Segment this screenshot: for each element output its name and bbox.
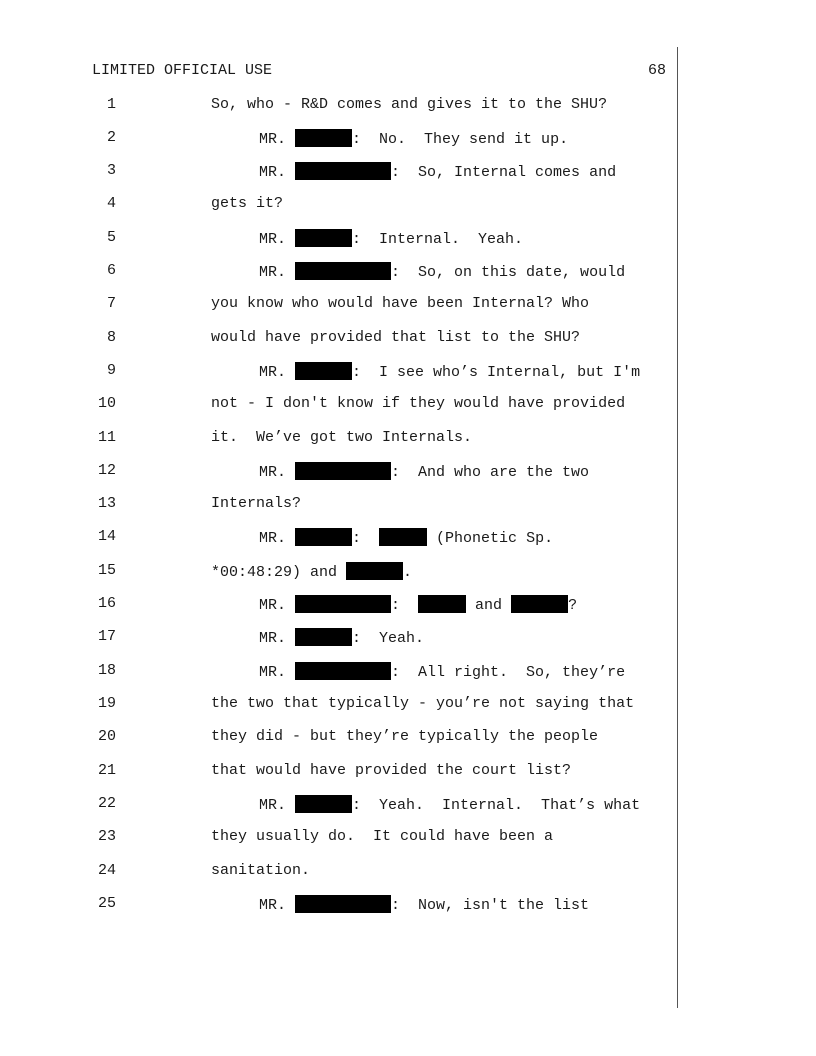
speaker-title: MR. (259, 464, 287, 481)
line-number: 4 (106, 195, 116, 212)
line-text-segment: : I see who’s Internal, but I'm (352, 364, 641, 381)
transcript-line (211, 362, 640, 381)
redaction-box (295, 895, 391, 913)
redaction-box (295, 595, 391, 613)
redaction-box (295, 162, 391, 180)
line-text-segment: : So, Internal comes and (391, 164, 617, 181)
redaction-box (295, 528, 352, 546)
speaker-title: MR. (259, 630, 287, 647)
line-text-segment: So, who - R&D comes and gives it to the SHU? (211, 96, 608, 113)
transcript-line (211, 329, 580, 346)
line-number: 16 (97, 595, 116, 612)
speaker-title: MR. (259, 530, 287, 547)
transcript-line (211, 295, 589, 312)
transcript-line (211, 429, 472, 446)
line-text-segment: : (352, 530, 380, 547)
transcript-line (211, 695, 634, 712)
line-number: 14 (97, 528, 116, 545)
transcript-line (211, 395, 625, 412)
line-number: 11 (97, 429, 116, 446)
transcript-line (211, 595, 577, 614)
line-number: 1 (106, 96, 116, 113)
line-number: 24 (97, 862, 116, 879)
line-text-segment: and (466, 597, 512, 614)
line-text-segment: would have provided that list to the SHU? (211, 329, 581, 346)
transcript-line (211, 162, 616, 181)
line-text-segment: the two that typically - you’re not saying that (211, 695, 635, 712)
line-text-segment: they did - but they’re typically the people (211, 728, 599, 745)
line-number: 22 (97, 795, 116, 812)
transcript-line (211, 528, 553, 547)
line-text-segment: : And who are the two (391, 464, 590, 481)
line-number: 15 (97, 562, 116, 579)
redaction-box (346, 562, 403, 580)
line-number: 13 (97, 495, 116, 512)
line-number: 7 (106, 295, 116, 312)
transcript-line (211, 262, 625, 281)
line-text-segment: you know who would have been Internal? Who (211, 295, 590, 312)
line-number: 17 (97, 628, 116, 645)
line-number: 21 (97, 762, 116, 779)
redaction-box (295, 229, 352, 247)
transcript-line (211, 229, 523, 248)
line-number: 5 (106, 229, 116, 246)
transcript-line (211, 662, 625, 681)
line-number: 19 (97, 695, 116, 712)
line-number: 20 (97, 728, 116, 745)
right-margin-rule (677, 47, 678, 1008)
transcript-line (211, 96, 607, 113)
line-text-segment: . (403, 564, 413, 581)
line-text-segment: : Now, isn't the list (391, 897, 590, 914)
line-text-segment: *00:48:29) and (211, 564, 347, 581)
redaction-box (418, 595, 466, 613)
redaction-box (511, 595, 568, 613)
transcript-line (211, 462, 589, 481)
speaker-title: MR. (259, 231, 287, 248)
transcript-line (211, 895, 589, 914)
redaction-box (295, 362, 352, 380)
line-text-segment: : Yeah. Internal. That’s what (352, 797, 641, 814)
line-number: 10 (97, 395, 116, 412)
line-number: 9 (106, 362, 116, 379)
line-text-segment: that would have provided the court list? (211, 762, 572, 779)
transcript-line (211, 862, 310, 879)
line-number: 12 (97, 462, 116, 479)
line-text-segment: Internals? (211, 495, 302, 512)
redaction-box (295, 628, 352, 646)
speaker-title: MR. (259, 131, 287, 148)
transcript-line (211, 495, 301, 512)
redaction-box (295, 662, 391, 680)
transcript-line (211, 129, 568, 148)
speaker-title: MR. (259, 897, 287, 914)
transcript-line (211, 795, 640, 814)
redaction-box (295, 462, 391, 480)
line-text-segment: : (391, 597, 419, 614)
classification-header: LIMITED OFFICIAL USE (92, 62, 273, 79)
line-text-segment: : Internal. Yeah. (352, 231, 524, 248)
line-text-segment: : So, on this date, would (391, 264, 626, 281)
line-text-segment: : No. They send it up. (352, 131, 569, 148)
speaker-title: MR. (259, 164, 287, 181)
transcript-line (211, 762, 571, 779)
line-text-segment: it. We’ve got two Internals. (211, 429, 473, 446)
speaker-title: MR. (259, 797, 287, 814)
line-text-segment: they usually do. It could have been a (211, 828, 554, 845)
speaker-title: MR. (259, 664, 287, 681)
redaction-box (295, 129, 352, 147)
line-text-segment: not - I don't know if they would have provided (211, 395, 626, 412)
line-number: 8 (106, 329, 116, 346)
line-number: 23 (97, 828, 116, 845)
line-text-segment: : All right. So, they’re (391, 664, 626, 681)
redaction-box (379, 528, 427, 546)
line-number: 18 (97, 662, 116, 679)
line-number: 6 (106, 262, 116, 279)
transcript-line (211, 828, 553, 845)
line-text-segment: gets it? (211, 195, 284, 212)
line-text-segment: (Phonetic Sp. (427, 530, 554, 547)
page-number: 68 (647, 62, 666, 79)
transcript-line (211, 628, 424, 647)
line-text-segment: : Yeah. (352, 630, 425, 647)
transcript-line (211, 195, 283, 212)
speaker-title: MR. (259, 264, 287, 281)
redaction-box (295, 262, 391, 280)
line-number: 2 (106, 129, 116, 146)
line-number: 25 (97, 895, 116, 912)
transcript-line (211, 562, 412, 581)
redaction-box (295, 795, 352, 813)
line-number: 3 (106, 162, 116, 179)
speaker-title: MR. (259, 597, 287, 614)
line-text-segment: ? (568, 597, 578, 614)
speaker-title: MR. (259, 364, 287, 381)
transcript-line (211, 728, 598, 745)
line-text-segment: sanitation. (211, 862, 311, 879)
